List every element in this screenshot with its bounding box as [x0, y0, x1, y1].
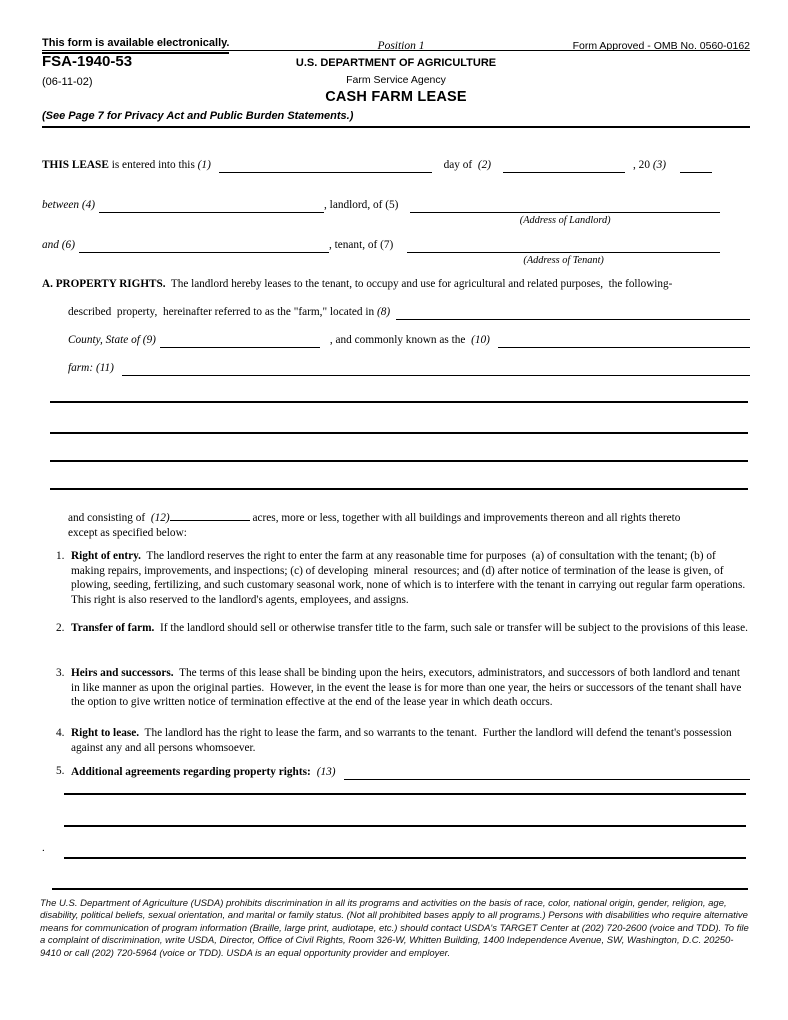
clause-5-number: 5. [56, 765, 65, 777]
year-prefix-label: , 20 [633, 159, 653, 171]
clause-1-title: Right of entry. [71, 550, 141, 562]
field-2-month-blank[interactable] [503, 158, 625, 173]
additional-line-3[interactable] [64, 857, 746, 859]
clause-4-number: 4. [56, 727, 65, 739]
entered-into-text: is entered into this [108, 159, 198, 171]
form-number: FSA-1940-53 [42, 53, 133, 70]
clause-heirs-and-successors [56, 666, 750, 710]
farm-text [68, 360, 114, 376]
county-label: County, State of [68, 334, 143, 346]
field-4-landlord-name-blank[interactable] [99, 198, 324, 213]
clause-1-body [71, 549, 750, 607]
description-line-3[interactable] [50, 460, 748, 462]
department-name: U.S. DEPARTMENT OF AGRICULTURE [295, 57, 497, 69]
known-as-text [330, 332, 490, 348]
and-text [42, 237, 75, 253]
clause-2-number: 2. [56, 622, 65, 634]
header-divider-rule [42, 50, 750, 51]
acres-text: acres, more or less, together with all buildings and improvements thereon and all rights thereto [249, 512, 681, 524]
field-8-number: (8) [376, 306, 391, 318]
day-of-label: day of [443, 159, 478, 171]
clause-2-title: Transfer of farm. [71, 622, 155, 634]
clause-1-text: The landlord reserves the right to enter the farm at any reasonable time for purposes (a) of consultation with the tenant; (b) of making repairs, improvements, and inspections; (c) of developing mineral resources; and (d) after notice of termination of the lease is given, of plowing, seeding, fertilizing, and such customary seasonal work, none of which is to interfere with the tenant in carrying out regular farm operations. This right is also reserved to the landlord's agents, employees, and assigns. [71, 550, 751, 606]
lease-intro-text [42, 157, 211, 173]
electronic-availability-note: This form is available electronically. [42, 36, 229, 54]
known-as-label: , and commonly known as the [329, 334, 472, 346]
description-line-2[interactable] [50, 432, 748, 434]
lease-date-row [42, 157, 750, 173]
this-lease-label: THIS LEASE [42, 159, 109, 171]
section-a-intro: The landlord hereby leases to the tenant, to occupy and use for agricultural and related purposes, the following- [165, 278, 673, 290]
clause-3-text: The terms of this lease shall be binding upon the heirs, executors, administrators, and successors of both landlord and tenant in like manner as upon the original parties. However, in the event the lease is for more than one year, the heirs or successors of the tenant shall have the option to give written notice of termination effective at the end of the lease year in which death occurs. [71, 667, 745, 708]
clause-1-number: 1. [56, 550, 65, 562]
clause-3-body [71, 666, 750, 710]
landlord-address-caption: (Address of Landlord) [519, 215, 611, 226]
omb-approval-number: Form Approved - OMB No. 0560-0162 [572, 40, 750, 52]
field-5-landlord-address-blank[interactable] [410, 198, 720, 226]
tenant-address-caption: (Address of Tenant) [523, 255, 604, 266]
clause-4-body [71, 726, 750, 755]
landlord-of-text: , landlord, of (5) [324, 199, 399, 211]
except-text: except as specified below: [68, 526, 187, 539]
county-state-row [68, 332, 750, 348]
between-text [42, 197, 95, 213]
additional-line-4[interactable] [52, 888, 748, 890]
nondiscrimination-disclaimer: The U.S. Department of Agriculture (USDA) prohibits discrimination in all its programs and activities on the basis of race, color, national origin, gender, religion, age, disability, political beliefs, sexual orientation, and marital or family status. (Not all prohibited bases apply to all programs.) Persons with disabilities who require alternative means for communication of program information (Braille, large print, audiotape, etc.) should contact USDA's TARGET Center at (202) 720-2600 (voice and TDD). To file a complaint of discrimination, write USDA, Director, Office of Civil Rights, Room 326-W, Whitten Building, 1400 Independence Avenue, SW, Washington, D.C. 20250-9410 or call (202) 720-5964 (voice or TDD). USDA is an equal opportunity provider and employer. [40, 898, 749, 959]
field-10-farm-name-blank[interactable] [498, 333, 750, 348]
section-a-label: A. [42, 278, 53, 290]
field-12-number: (12) [150, 512, 170, 524]
day-of-text [444, 157, 491, 173]
clause-3-title: Heirs and successors. [71, 667, 174, 679]
description-line-1[interactable] [50, 401, 748, 403]
additional-line-2[interactable] [64, 825, 746, 827]
field-4-number: (4) [81, 199, 96, 211]
consisting-text: and consisting of [68, 512, 151, 524]
clause-5-title: Additional agreements regarding property rights: [71, 766, 311, 778]
agency-name: Farm Service Agency [346, 73, 446, 86]
field-7-tenant-address-blank[interactable] [407, 238, 720, 266]
section-a-heading-line [42, 277, 750, 292]
clause-transfer-of-farm [56, 621, 750, 636]
field-6-number: (6) [61, 239, 75, 251]
and-label: and [42, 239, 62, 251]
clause-4-title: Right to lease. [71, 727, 140, 739]
field-1-day-blank[interactable] [219, 158, 432, 173]
clause-5-body [71, 764, 750, 780]
field-12-acres-blank[interactable] [170, 509, 250, 521]
form-title: CASH FARM LEASE [325, 89, 467, 105]
title-divider-rule [42, 126, 750, 128]
position-label: Position 1 [377, 40, 425, 52]
clause-2-text: If the landlord should sell or otherwise transfer title to the farm, such sale or transfer will be subject to the provisions of this lease. [154, 622, 748, 634]
field-1-number: (1) [197, 159, 211, 171]
clause-right-to-lease [56, 726, 750, 755]
tenant-of-text: , tenant, of (7) [328, 239, 394, 251]
clause-3-number: 3. [56, 667, 65, 679]
located-in-text: described property, hereinafter referred to as the "farm," located in [68, 306, 377, 318]
year-text [633, 157, 666, 173]
acreage-paragraph [68, 509, 750, 540]
clause-right-of-entry [56, 549, 750, 607]
form-revision-date: (06-11-02) [42, 76, 93, 88]
field-8-location-blank[interactable] [396, 305, 750, 320]
field-2-number: (2) [477, 159, 492, 171]
field-13-agreements-blank[interactable] [344, 765, 750, 780]
field-6-tenant-name-blank[interactable] [79, 238, 329, 253]
clause-2-body [71, 621, 750, 636]
field-11-number: (11) [95, 362, 114, 374]
stray-period-mark: . [42, 842, 45, 854]
description-line-4[interactable] [50, 488, 748, 490]
field-11-description-blank[interactable] [122, 361, 750, 376]
field-3-number: (3) [652, 159, 666, 171]
field-9-number: (9) [142, 334, 156, 346]
section-a-title: PROPERTY RIGHTS. [55, 278, 166, 290]
agency-block [42, 53, 750, 87]
clause-additional-agreements [56, 764, 750, 780]
located-in-row [68, 304, 750, 320]
farm-label-row [68, 360, 750, 376]
landlord-row [42, 197, 750, 226]
between-label: between [42, 199, 82, 211]
field-3-year-blank[interactable] [680, 158, 712, 173]
tenant-row [42, 237, 750, 266]
privacy-act-note: (See Page 7 for Privacy Act and Public Burden Statements.) [42, 110, 354, 122]
field-10-number: (10) [471, 334, 490, 346]
clause-4-text: The landlord has the right to lease the farm, and so warrants to the tenant. Further the landlord will defend the tenant's possession against any and all persons whomsoever. [71, 727, 735, 754]
field-13-number: (13) [316, 766, 336, 778]
field-9-state-blank[interactable] [160, 333, 320, 348]
farm-label: farm: [68, 362, 96, 374]
additional-line-1[interactable] [64, 793, 746, 795]
county-state-text [68, 332, 156, 348]
